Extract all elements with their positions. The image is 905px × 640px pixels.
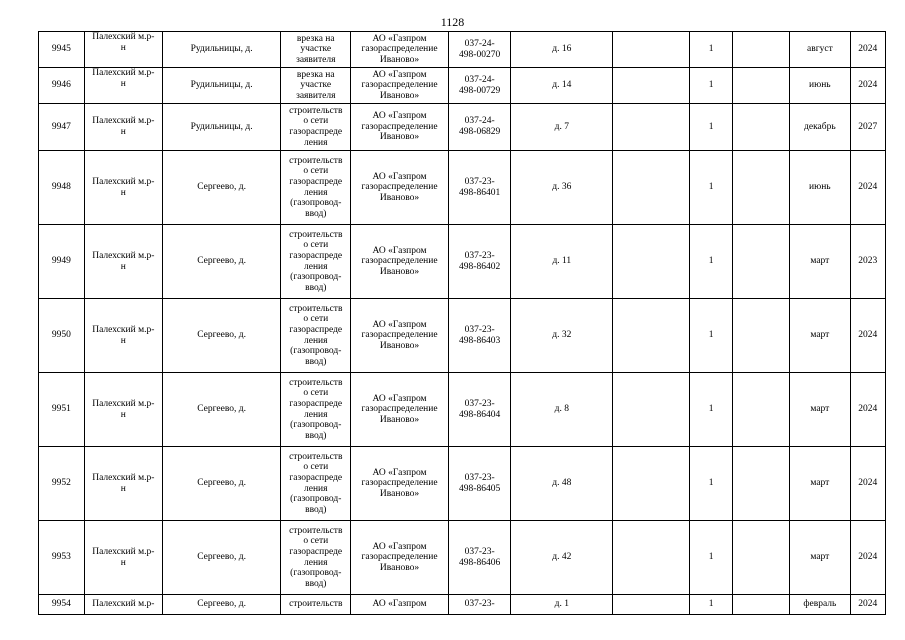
table-row — [39, 447, 886, 521]
district-cell: Палехский м.р- н — [84, 32, 162, 68]
organization-cell: АО «Газпром газораспределение Иваново» — [351, 151, 449, 225]
settlement-cell: Сергеево, д. — [162, 595, 281, 615]
district-cell: Палехский м.р- н — [84, 104, 162, 151]
house-cell: д. 14 — [511, 68, 613, 104]
table-row — [39, 225, 886, 299]
settlement-cell: Сергеево, д. — [162, 521, 281, 595]
empty-cell — [732, 68, 789, 104]
table-row — [39, 68, 886, 104]
year-cell: 2024 — [850, 151, 885, 225]
work-type-cell: врезка на участке заявителя — [281, 68, 351, 104]
application-code-cell: 037-23- — [448, 595, 510, 615]
month-cell: март — [790, 447, 850, 521]
month-cell: декабрь — [790, 104, 850, 151]
empty-cell — [732, 521, 789, 595]
empty-cell — [613, 373, 690, 447]
organization-cell: АО «Газпром газораспределение Иваново» — [351, 32, 449, 68]
work-type-cell: строительств о сети газораспреде ления (газопровод- ввод) — [281, 151, 351, 225]
house-cell: д. 16 — [511, 32, 613, 68]
quantity-cell: 1 — [690, 151, 733, 225]
row-number: 9949 — [39, 225, 85, 299]
year-cell: 2024 — [850, 32, 885, 68]
quantity-cell: 1 — [690, 225, 733, 299]
organization-cell: АО «Газпром газораспределение Иваново» — [351, 104, 449, 151]
empty-cell — [613, 447, 690, 521]
empty-cell — [732, 299, 789, 373]
table-row — [39, 151, 886, 225]
district-cell: Палехский м.р- — [84, 595, 162, 615]
month-cell: март — [790, 299, 850, 373]
row-number: 9954 — [39, 595, 85, 615]
settlement-cell: Рудильницы, д. — [162, 32, 281, 68]
month-cell: март — [790, 225, 850, 299]
row-number: 9945 — [39, 32, 85, 68]
settlement-cell: Сергеево, д. — [162, 225, 281, 299]
application-code-cell: 037-23- 498-86404 — [448, 373, 510, 447]
application-code-cell: 037-23- 498-86402 — [448, 225, 510, 299]
table-row — [39, 595, 886, 615]
empty-cell — [613, 225, 690, 299]
empty-cell — [613, 104, 690, 151]
empty-cell — [732, 595, 789, 615]
house-cell: д. 32 — [511, 299, 613, 373]
month-cell: февраль — [790, 595, 850, 615]
house-cell: д. 7 — [511, 104, 613, 151]
application-code-cell: 037-24- 498-00729 — [448, 68, 510, 104]
year-cell: 2023 — [850, 225, 885, 299]
settlement-cell: Сергеево, д. — [162, 151, 281, 225]
year-cell: 2027 — [850, 104, 885, 151]
quantity-cell: 1 — [690, 68, 733, 104]
empty-cell — [613, 68, 690, 104]
house-cell: д. 36 — [511, 151, 613, 225]
quantity-cell: 1 — [690, 447, 733, 521]
settlement-cell: Рудильницы, д. — [162, 68, 281, 104]
organization-cell: АО «Газпром газораспределение Иваново» — [351, 225, 449, 299]
empty-cell — [732, 104, 789, 151]
organization-cell: АО «Газпром газораспределение Иваново» — [351, 299, 449, 373]
empty-cell — [613, 151, 690, 225]
work-type-cell: врезка на участке заявителя — [281, 32, 351, 68]
quantity-cell: 1 — [690, 373, 733, 447]
table-row — [39, 299, 886, 373]
year-cell: 2024 — [850, 68, 885, 104]
records-table — [38, 31, 886, 615]
application-code-cell: 037-23- 498-86401 — [448, 151, 510, 225]
month-cell: июнь — [790, 151, 850, 225]
table-row — [39, 104, 886, 151]
empty-cell — [732, 225, 789, 299]
organization-cell: АО «Газпром газораспределение Иваново» — [351, 447, 449, 521]
district-cell: Палехский м.р- н — [84, 521, 162, 595]
table-row — [39, 373, 886, 447]
settlement-cell: Сергеево, д. — [162, 447, 281, 521]
district-cell: Палехский м.р- н — [84, 68, 162, 104]
month-cell: март — [790, 521, 850, 595]
district-cell: Палехский м.р- н — [84, 373, 162, 447]
year-cell: 2024 — [850, 595, 885, 615]
house-cell: д. 11 — [511, 225, 613, 299]
work-type-cell: строительств о сети газораспреде ления — [281, 104, 351, 151]
row-number: 9951 — [39, 373, 85, 447]
application-code-cell: 037-24- 498-06829 — [448, 104, 510, 151]
settlement-cell: Сергеево, д. — [162, 373, 281, 447]
district-cell: Палехский м.р- н — [84, 151, 162, 225]
district-cell: Палехский м.р- н — [84, 225, 162, 299]
row-number: 9948 — [39, 151, 85, 225]
quantity-cell: 1 — [690, 521, 733, 595]
organization-cell: АО «Газпром — [351, 595, 449, 615]
empty-cell — [613, 595, 690, 615]
house-cell: д. 1 — [511, 595, 613, 615]
organization-cell: АО «Газпром газораспределение Иваново» — [351, 521, 449, 595]
work-type-cell: строительств о сети газораспреде ления (газопровод- ввод) — [281, 447, 351, 521]
month-cell: март — [790, 373, 850, 447]
work-type-cell: строительств — [281, 595, 351, 615]
empty-cell — [732, 447, 789, 521]
row-number: 9947 — [39, 104, 85, 151]
settlement-cell: Рудильницы, д. — [162, 104, 281, 151]
work-type-cell: строительств о сети газораспреде ления (газопровод- ввод) — [281, 299, 351, 373]
quantity-cell: 1 — [690, 32, 733, 68]
house-cell: д. 8 — [511, 373, 613, 447]
year-cell: 2024 — [850, 521, 885, 595]
house-cell: д. 48 — [511, 447, 613, 521]
empty-cell — [613, 32, 690, 68]
district-cell: Палехский м.р- н — [84, 299, 162, 373]
empty-cell — [613, 521, 690, 595]
work-type-cell: строительств о сети газораспреде ления (газопровод- ввод) — [281, 225, 351, 299]
month-cell: август — [790, 32, 850, 68]
row-number: 9952 — [39, 447, 85, 521]
work-type-cell: строительств о сети газораспреде ления (газопровод- ввод) — [281, 373, 351, 447]
page-number: 1128 — [440, 15, 465, 29]
year-cell: 2024 — [850, 373, 885, 447]
month-cell: июнь — [790, 68, 850, 104]
row-number: 9950 — [39, 299, 85, 373]
year-cell: 2024 — [850, 447, 885, 521]
application-code-cell: 037-23- 498-86405 — [448, 447, 510, 521]
work-type-cell: строительств о сети газораспреде ления (газопровод- ввод) — [281, 521, 351, 595]
empty-cell — [732, 373, 789, 447]
application-code-cell: 037-23- 498-86406 — [448, 521, 510, 595]
row-number: 9953 — [39, 521, 85, 595]
quantity-cell: 1 — [690, 299, 733, 373]
table-row — [39, 521, 886, 595]
empty-cell — [732, 151, 789, 225]
settlement-cell: Сергеево, д. — [162, 299, 281, 373]
application-code-cell: 037-23- 498-86403 — [448, 299, 510, 373]
district-cell: Палехский м.р- н — [84, 447, 162, 521]
quantity-cell: 1 — [690, 104, 733, 151]
row-number: 9946 — [39, 68, 85, 104]
quantity-cell: 1 — [690, 595, 733, 615]
year-cell: 2024 — [850, 299, 885, 373]
application-code-cell: 037-24- 498-00270 — [448, 32, 510, 68]
organization-cell: АО «Газпром газораспределение Иваново» — [351, 68, 449, 104]
empty-cell — [732, 32, 789, 68]
house-cell: д. 42 — [511, 521, 613, 595]
organization-cell: АО «Газпром газораспределение Иваново» — [351, 373, 449, 447]
empty-cell — [613, 299, 690, 373]
table-row — [39, 32, 886, 68]
